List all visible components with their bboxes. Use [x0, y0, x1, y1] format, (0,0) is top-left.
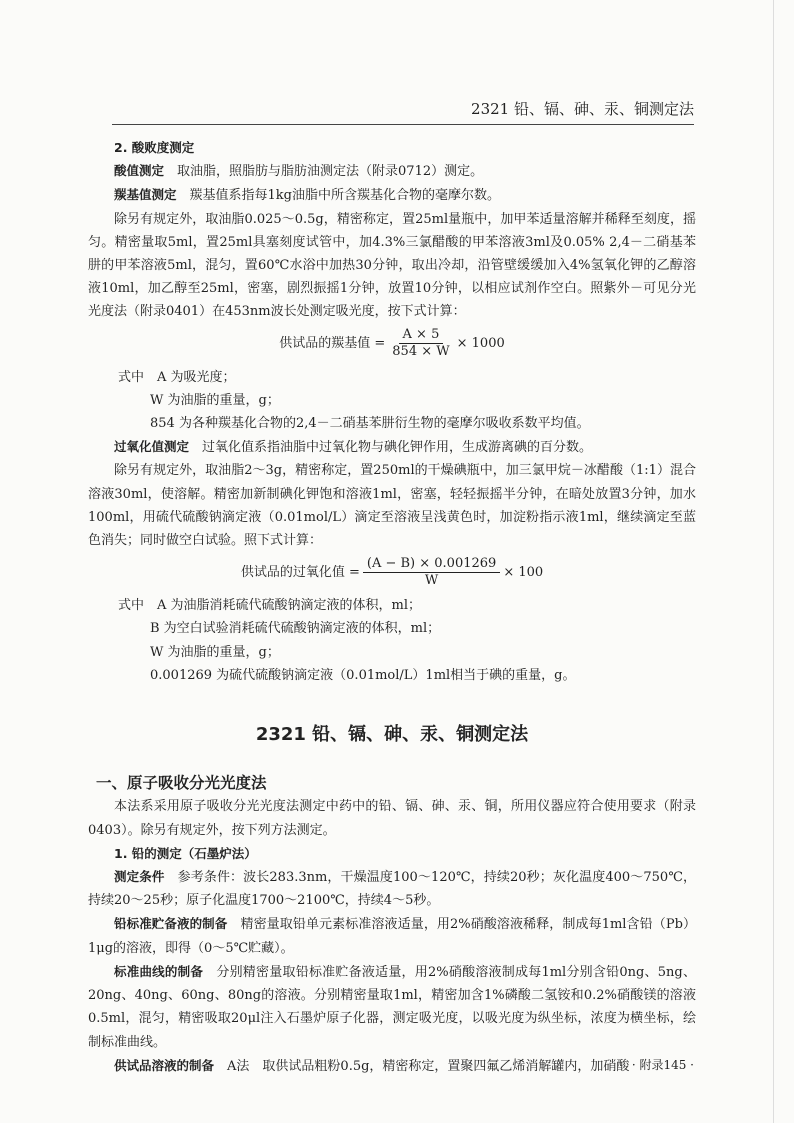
formula1-numerator: A × 5: [399, 327, 444, 344]
para-sample: [88, 1054, 696, 1078]
label-stock: 铅标准贮备液的制备: [114, 916, 228, 932]
para-conditions: [88, 865, 696, 912]
label-sample: 供试品溶液的制备: [114, 1057, 215, 1073]
label-acid-value: 酸值测定: [114, 163, 165, 179]
page-edge-line: [773, 0, 774, 1123]
text-sample: A法 取供试品粗粉0.5g，精密称定，置聚四氟乙烯消解罐内，加硝酸: [227, 1058, 630, 1074]
symbol-def: A 为吸光度；: [157, 369, 236, 385]
symbol-def: A 为油脂消耗硫代硫酸钠滴定液的体积，ml；: [157, 598, 422, 614]
label-curve: 标准曲线的制备: [114, 963, 204, 979]
para-carbonyl-def: [88, 183, 696, 207]
symbol-def: B 为空白试验消耗硫代硫酸钠滴定液的体积，ml；: [150, 621, 441, 637]
para-peroxide-method: 除另有规定外，取油脂2～3g，精密称定，置250ml的干燥碘瓶中，加三氯甲烷－冰醋酸（1:1）混合溶液30ml，使溶解。精密加新制碘化钾饱和溶液1ml，密塞，轻轻振摇半分钟，在暗处放置3分钟，加水100ml，用硫代硫酸钠滴定液（0.01mol/L）滴定至溶液呈浅黄色时，加淀粉指示液1ml，继续滴定至蓝色消失；同时做空白试验。照下式计算：: [88, 463, 696, 549]
text-acid-value: 取油脂，照脂肪与脂肪油测定法（附录0712）测定。: [177, 164, 484, 180]
symbol-def: 0.001269 为硫代硫酸钠滴定液（0.01mol/L）1ml相当于碘的重量，g。: [150, 667, 576, 683]
text-conditions: 参考条件：波长283.3nm，干燥温度100～120℃，持续20秒；灰化温度400～750℃，持续20～25秒；原子化温度1700～2100℃，持续4～5秒。: [88, 870, 696, 909]
symbol-def: 854 为各种羰基化合物的2,4－二硝基苯肼衍生物的毫摩尔吸收系数平均值。: [150, 416, 590, 432]
formula-carbonyl: [88, 326, 696, 362]
para-acid-value: [88, 159, 696, 183]
label-carbonyl: 羰基值测定: [114, 187, 177, 203]
para-curve: [88, 960, 696, 1054]
header-rule: [112, 124, 694, 125]
para-peroxide-def: [88, 435, 696, 459]
formula2-numerator: (A − B) × 0.001269: [363, 556, 500, 573]
where-line: [88, 366, 696, 389]
heading-acid-rancidity: 2. 酸败度测定: [114, 140, 195, 155]
para-intro: 本法系采用原子吸收分光光度法测定中药中的铅、镉、砷、汞、铜，所用仪器应符合使用要求（附录0403）。除另有规定外，按下列方法测定。: [88, 799, 696, 838]
running-head: 2321 铅、镉、砷、汞、铜测定法: [471, 100, 694, 118]
formula2-fraction: [363, 556, 500, 589]
text-peroxide: 过氧化值系指油脂中过氧化物与碘化钾作用，生成游离碘的百分数。: [202, 440, 593, 456]
page-content: [88, 136, 696, 1078]
page-number: · 附录145 ·: [631, 1058, 694, 1072]
text-curve: 分别精密量取铅标准贮备液适量，用2%硝酸溶液制成每1ml分别含铅0ng、5ng、20ng、40ng、60ng、80ng的溶液。分别精密量取1ml，精密加含1%磷酸二氢铵和0.2%硝酸镁的溶液0.5ml，混匀，精密吸取20μl注入石墨炉原子化器，测定吸光度，以吸光度为纵坐标，浓度为横坐标，绘制标准曲线。: [88, 964, 696, 1050]
formula1-rhs: × 1000: [456, 336, 505, 352]
symbol-def: W 为油脂的重量，g；: [150, 644, 280, 660]
formula2-rhs: × 100: [503, 564, 544, 580]
formula1-lhs: 供试品的羰基值 =: [279, 336, 386, 352]
text-stock: 精密量取铅单元素标准溶液适量，用2%硝酸溶液稀释，制成每1ml含铅（Pb）1μg的溶液，即得（0～5℃贮藏）。: [88, 917, 696, 956]
para-stock: [88, 912, 696, 959]
section-title: 2321 铅、镉、砷、汞、铜测定法: [255, 724, 529, 746]
formula2-denominator: W: [424, 572, 439, 588]
where-line: [88, 594, 696, 617]
formula-peroxide: [88, 554, 696, 590]
formula2-lhs: 供试品的过氧化值 =: [240, 564, 360, 580]
heading-lead: 1. 铅的测定（石墨炉法）: [114, 845, 257, 861]
text-carbonyl: 羰基值系指每1kg油脂中所含羰基化合物的毫摩尔数。: [189, 188, 501, 204]
para-carbonyl-method: 除另有规定外，取油脂0.025～0.5g，精密称定，置25ml量瓶中，加甲苯适量溶解并稀释至刻度，摇匀。精密量取5ml，置25ml具塞刻度试管中，加4.3%三氯醋酸的甲苯溶液3ml及0.05% 2,4－二硝基苯肼的甲苯溶液5ml，混匀，置60℃水浴中加热30分钟，取出冷却，沿管壁缓缓加入4%氢氧化钾的乙醇溶液10ml，加乙醇至25ml，密塞，剧烈振摇1分钟，放置10分钟，以相应试剂作空白。照紫外－可见分光光度法（附录0401）在453nm波长处测定吸光度，按下式计算：: [88, 211, 696, 320]
where-label: 式中: [118, 369, 145, 385]
subsection-heading: 一、原子吸收分光光度法: [96, 774, 267, 793]
formula1-fraction: [388, 327, 453, 360]
label-conditions: 测定条件: [114, 869, 165, 885]
symbol-def: W 为油脂的重量，g；: [150, 392, 280, 408]
label-peroxide: 过氧化值测定: [114, 439, 190, 455]
where-label: 式中: [118, 598, 145, 614]
formula1-denominator: 854 × W: [392, 344, 450, 360]
